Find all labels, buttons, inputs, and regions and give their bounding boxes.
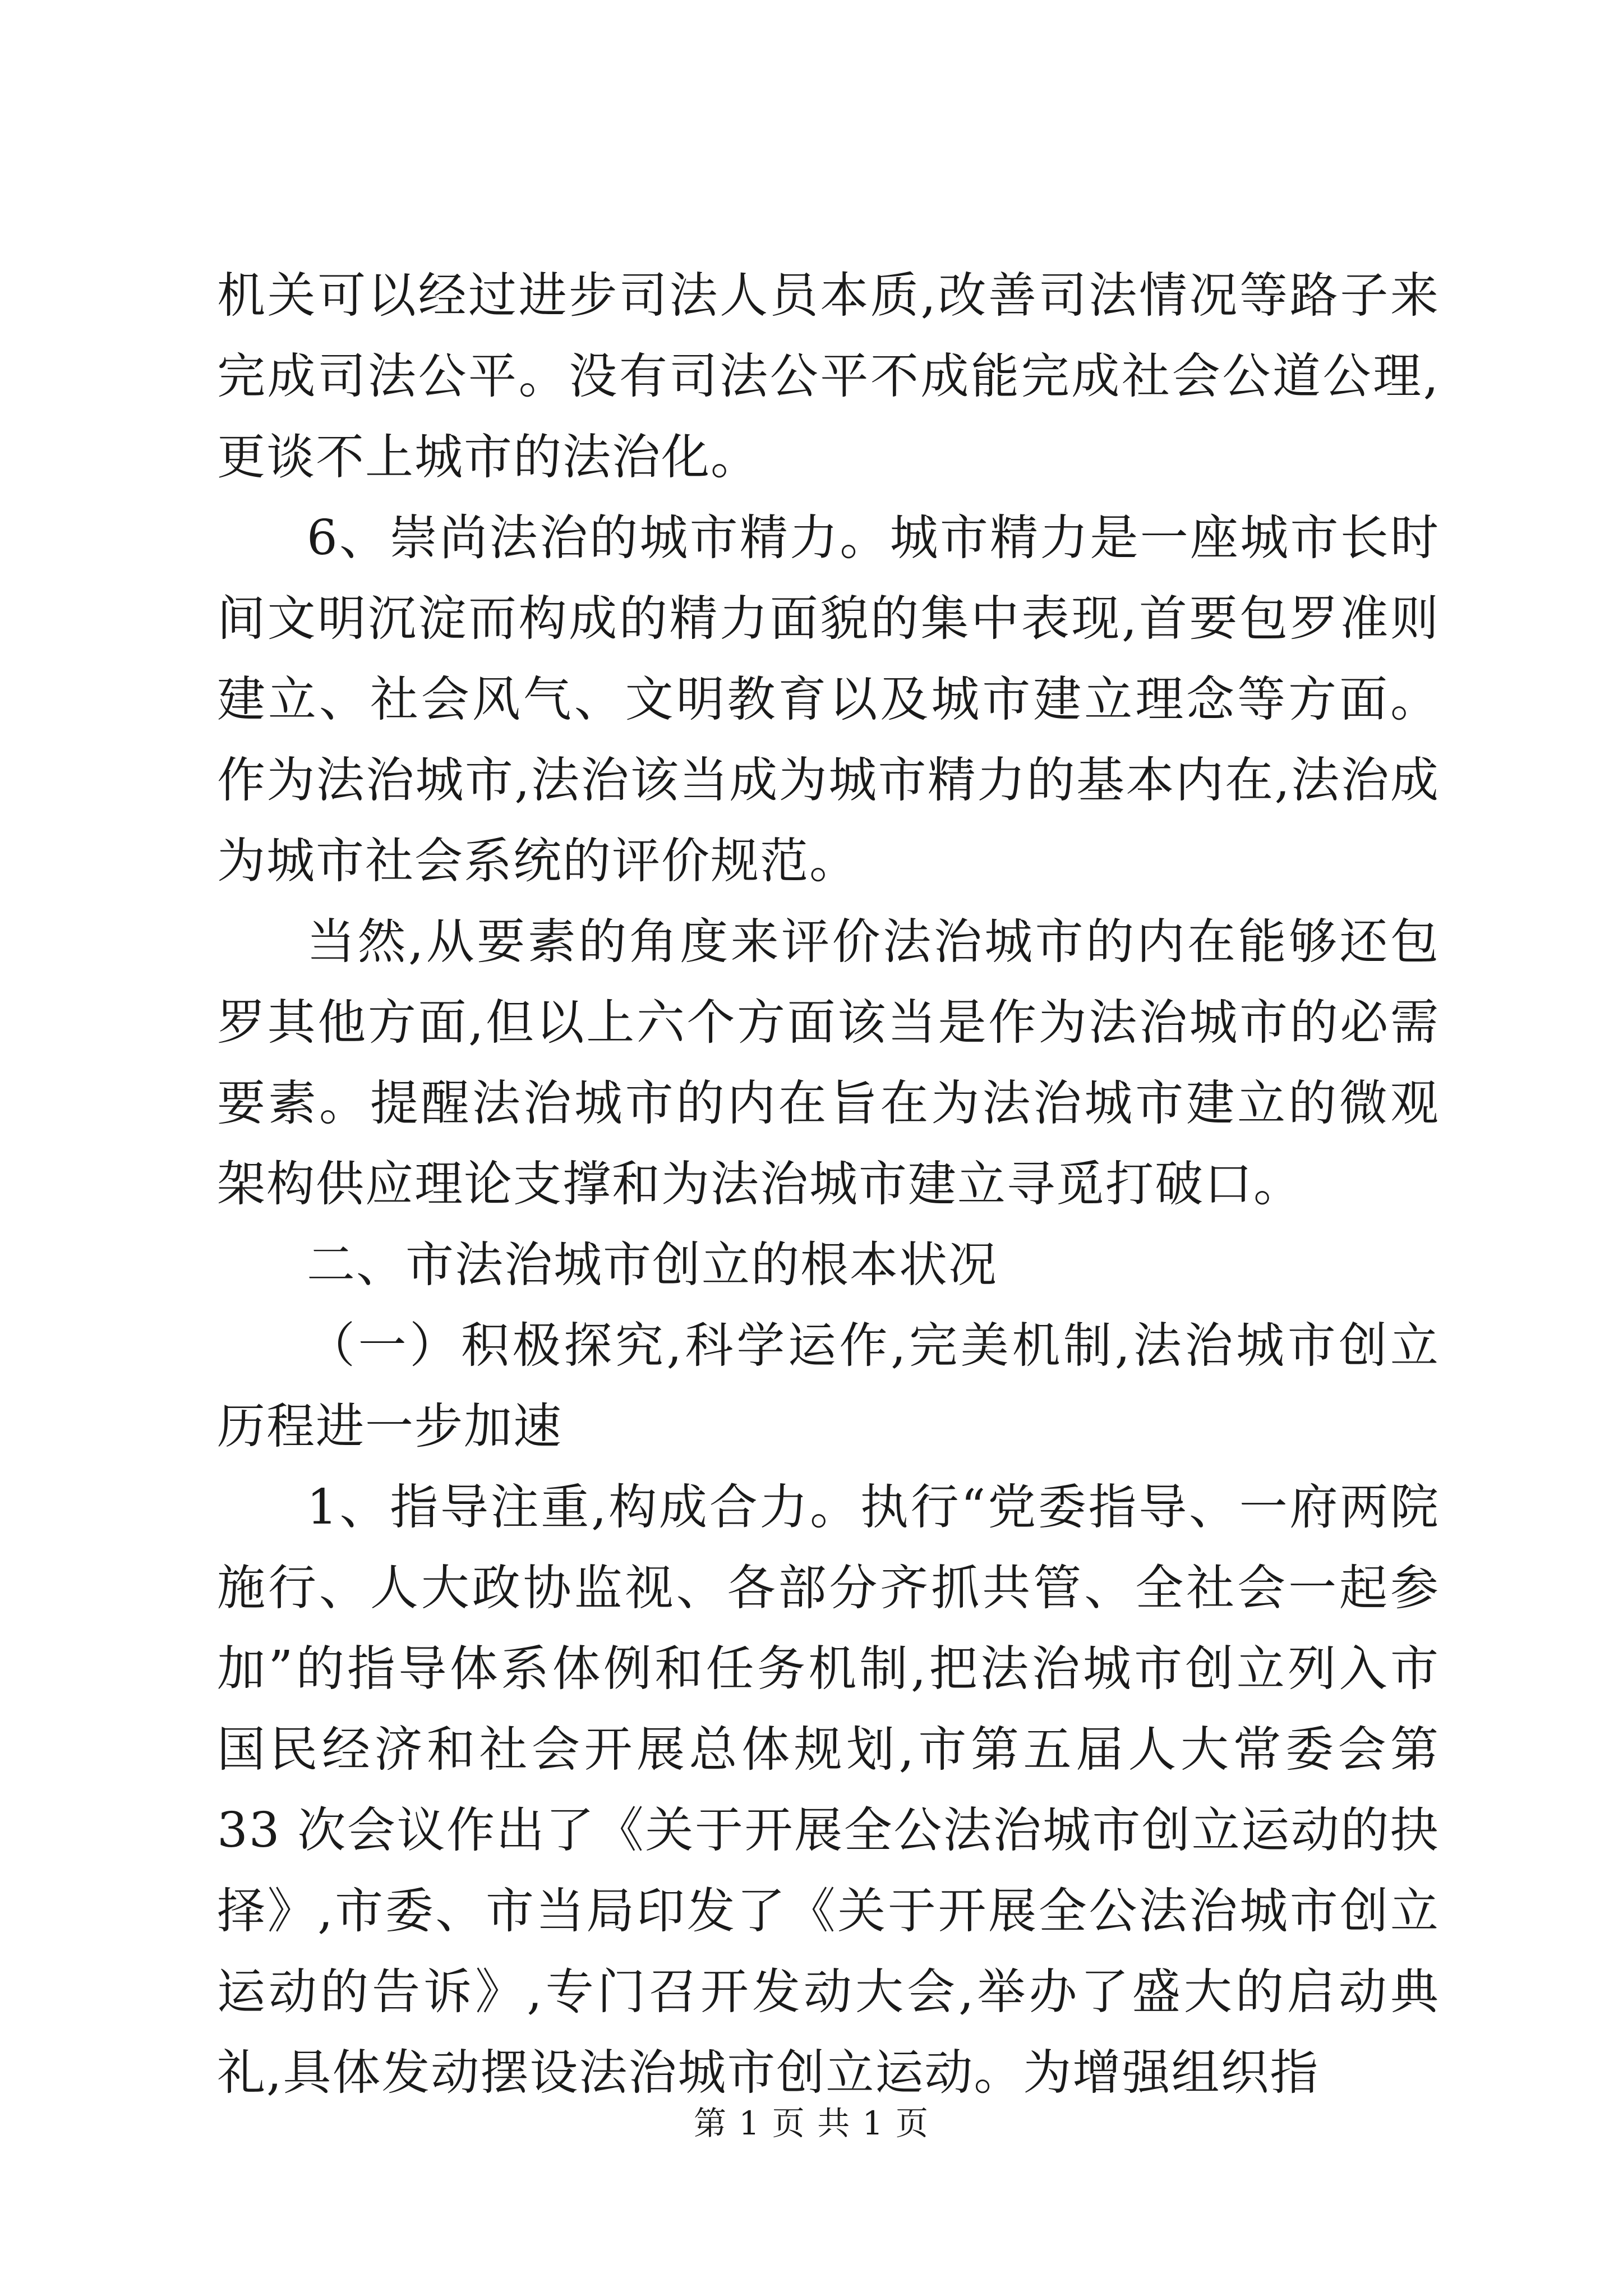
section-heading: 二、市法治城市创立的根本状况: [307, 1237, 998, 1293]
paragraph-city-spirit: 6、崇尚法治的城市精力。城市精力是一座城市长时间文明沉淀而构成的精力面貌的集中表现,首要包罗准则建立、社会风气、文明教育以及城市建立理念等方面。作为法治城市,法治该当成为城市精力的基本内在,法治成为城市社会系统的评价规范。: [217, 510, 1440, 889]
paragraph-continuation: 机关可以经过进步司法人员本质,改善司法情况等路子来完成司法公平。没有司法公平不成能完成社会公道公理,更谈不上城市的法治化。: [217, 268, 1440, 485]
paragraph-leadership: 1、指导注重,构成合力。执行“党委指导、一府两院施行、人大政协监视、各部分齐抓共管、全社会一起参加”的指导体系体例和任务机制,把法治城市创立列入市国民经济和社会开展总体规划,市第五届人大常委会第 33 次会议作出了《关于开展全公法治城市创立运动的抉择》,市委、市当局印发了《关于开展全公法治城市创立运动的告诉》,专门召开发动大会,举办了盛大的启动典礼,具体发动摆设法治城市创立运动。为增强组织指: [217, 1479, 1440, 2101]
paragraph-other-elements: 当然,从要素的角度来评价法治城市的内在能够还包罗其他方面,但以上六个方面该当是作为法治城市的必需要素。提醒法治城市的内在旨在为法治城市建立的微观架构供应理论支撑和为法治城市建立寻觅打破口。: [217, 914, 1440, 1212]
document-body: [217, 255, 1440, 2113]
subsection-heading: （一）积极探究,科学运作,完美机制,法治城市创立历程进一步加速: [217, 1318, 1440, 1455]
page-footer: 第 1 页 共 1 页: [694, 2104, 929, 2142]
